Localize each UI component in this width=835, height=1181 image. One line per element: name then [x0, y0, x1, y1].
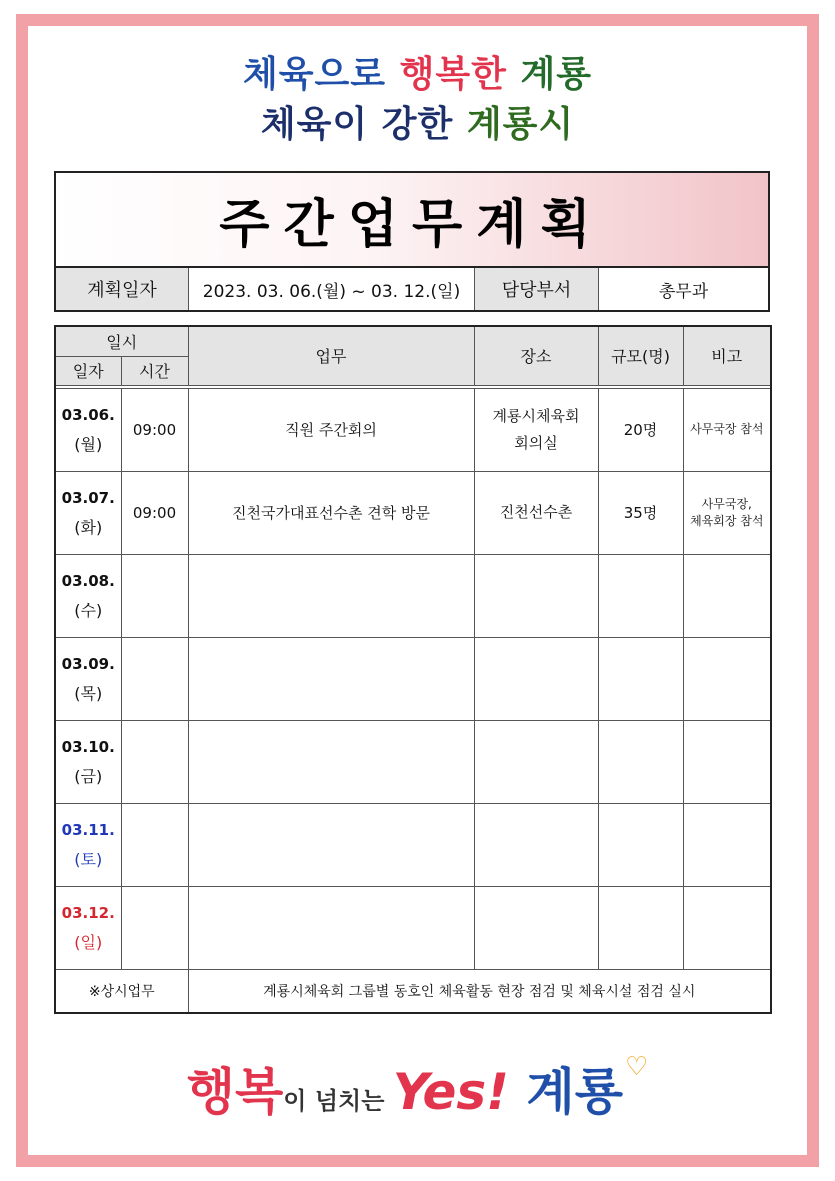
header-time: 시간: [121, 356, 188, 385]
dept-label: 담당부서: [475, 268, 599, 310]
header-datetime: 일시: [55, 326, 188, 356]
time-cell: [121, 720, 188, 803]
header-date: 일자: [55, 356, 121, 385]
dept-value: 총무과: [658, 281, 709, 302]
footer-value: 계룡시체육회 그룹별 동호인 체육활동 현장 점검 및 체육시설 점검 실시: [188, 969, 771, 1013]
date-cell: 03.10. (금): [55, 720, 121, 803]
heart-icon: ♡: [625, 1052, 649, 1082]
place-cell: [474, 720, 598, 803]
date-cell: 03.12. (일): [55, 886, 121, 969]
footer-label: ※상시업무: [55, 969, 188, 1013]
time-cell: 09:00: [121, 388, 188, 471]
time-cell: [121, 803, 188, 886]
date-cell: 03.08. (수): [55, 554, 121, 637]
slogan1-part2: 행복한: [399, 54, 521, 95]
slogan2-part1: 체육이 강한: [260, 104, 467, 145]
title-box: [54, 171, 770, 268]
header-place: 장소: [474, 326, 598, 385]
task-cell: [188, 886, 474, 969]
note-cell: 사무국장, 체육회장 참석: [683, 471, 771, 554]
time-cell: [121, 637, 188, 720]
scale-cell: [598, 803, 683, 886]
place-cell: 계룡시체육회 회의실: [474, 388, 598, 471]
scale-cell: [598, 637, 683, 720]
note-cell: [683, 637, 771, 720]
note-cell: [683, 554, 771, 637]
time-cell: [121, 554, 188, 637]
time-cell: 09:00: [121, 471, 188, 554]
header-scale: 규모(명): [598, 326, 683, 385]
scale-cell: 35명: [598, 471, 683, 554]
footer-slogan-part1: 행복: [186, 1063, 284, 1121]
note-cell: [683, 720, 771, 803]
table-row: [55, 637, 771, 720]
table-row: [55, 388, 771, 471]
date-cell: 03.07. (화): [55, 471, 121, 554]
table-row: [55, 886, 771, 969]
period-value: 2023. 03. 06.(월) ~ 03. 12.(일): [189, 268, 475, 310]
note-cell: 사무국장 참석: [683, 388, 771, 471]
footer-slogan-part2: 이 넘치는: [283, 1087, 393, 1115]
place-cell: [474, 886, 598, 969]
place-cell: 진천선수촌: [474, 471, 598, 554]
place-cell: [474, 803, 598, 886]
table-row: [55, 471, 771, 554]
time-cell: [121, 886, 188, 969]
slogan2-part2: 계룡시: [466, 104, 575, 145]
task-cell: [188, 554, 474, 637]
note-cell: [683, 803, 771, 886]
schedule-table: [54, 325, 772, 1014]
header-slogan-line1: [0, 46, 835, 97]
note-cell: [683, 886, 771, 969]
scale-cell: 20명: [598, 388, 683, 471]
slogan1-part1: 체육으로: [242, 54, 400, 95]
table-row: [55, 803, 771, 886]
footer-row: [55, 969, 771, 1013]
place-cell: [474, 637, 598, 720]
place-cell: [474, 554, 598, 637]
header-note: 비고: [683, 326, 771, 385]
period-label: 계획일자: [56, 268, 189, 310]
footer-slogan-part3: Yes!: [392, 1063, 509, 1121]
table-row: [55, 720, 771, 803]
info-row: [54, 268, 770, 312]
header-slogan-line2: [0, 96, 835, 147]
task-cell: 직원 주간회의: [188, 388, 474, 471]
slogan1-part3: 계룡: [520, 54, 593, 95]
task-cell: [188, 803, 474, 886]
date-cell: 03.11. (토): [55, 803, 121, 886]
task-cell: 진천국가대표선수촌 견학 방문: [188, 471, 474, 554]
date-cell: 03.09. (목): [55, 637, 121, 720]
scale-cell: [598, 554, 683, 637]
footer-slogan-logo: [0, 1052, 835, 1124]
table-row: [55, 554, 771, 637]
footer-slogan-part4: 계룡: [508, 1063, 623, 1121]
page-title: 주간업무계획: [219, 195, 605, 255]
date-cell: 03.06. (월): [55, 388, 121, 471]
task-cell: [188, 720, 474, 803]
scale-cell: [598, 720, 683, 803]
scale-cell: [598, 886, 683, 969]
task-cell: [188, 637, 474, 720]
header-task: 업무: [188, 326, 474, 385]
